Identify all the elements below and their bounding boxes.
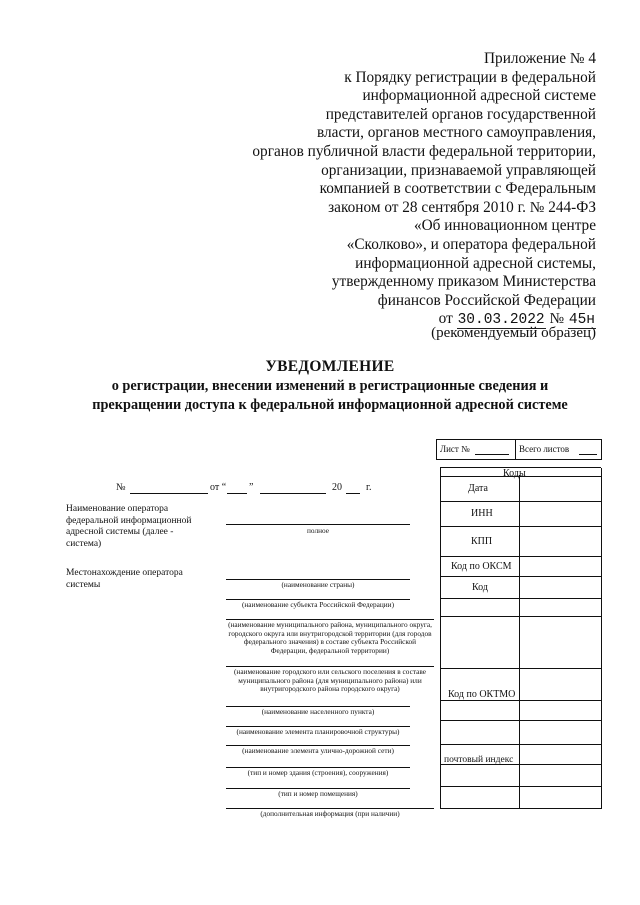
settlement-caption: (наименование городского или сельского поселения в составе муниципального района (для муниципального района) или внутригородского района городского округа): [233, 667, 427, 694]
notice-number-sign: №: [116, 482, 126, 493]
operator-location-label: Местонахождение оператора системы: [66, 568, 183, 590]
date-quote-close: ”: [249, 482, 254, 493]
code-row-oktmo: Код по ОКТМО: [448, 689, 516, 700]
code-row-postal-index: почтовый индекс: [444, 755, 514, 765]
date-day-field[interactable]: [227, 493, 247, 494]
locality-caption: (наименование населенного пункта): [261, 707, 375, 716]
appendix-line: информационной адресной системе: [362, 87, 596, 105]
code-row-kpp: КПП: [471, 536, 493, 547]
planning-structure-caption: (наименование элемента планировочной структуры): [236, 727, 400, 736]
document-subtitle-line: прекращении доступа к федеральной информационной адресной системе: [92, 396, 568, 413]
subject-caption: (наименование субъекта Российской Федерации): [241, 600, 395, 609]
document-subtitle-line: о регистрации, внесении изменений в регистрационные сведения и: [111, 378, 549, 394]
full-name-caption: полное: [307, 526, 329, 535]
recommended-sample-note: (рекомендуемый образец): [431, 325, 596, 341]
appendix-line: к Порядку регистрации в федеральной: [344, 68, 596, 86]
operator-name-label: Наименование оператора федеральной информационной адресной системы (далее - система): [66, 504, 192, 549]
appendix-line: финансов Российской Федерации: [377, 291, 596, 309]
country-caption: (наименование страны): [281, 580, 355, 589]
number-prefix: №: [549, 310, 565, 328]
date-century: 20: [332, 482, 342, 493]
appendix-line: информационной адресной системы,: [355, 254, 596, 272]
appendix-line: «Об инновационном центре: [413, 217, 596, 235]
appendix-line: представителей органов государственной: [325, 105, 596, 123]
code-row-oksm: Код по ОКСМ: [451, 561, 512, 572]
date-from-label: от “: [210, 482, 227, 493]
order-date-stamp: 30.03.2022: [457, 312, 545, 329]
appendix-header: [236, 50, 596, 330]
additional-info-caption: (дополнительная информация (при наличии): [260, 809, 400, 818]
street-caption: (наименование элемента улично-дорожной сети): [242, 746, 394, 755]
appendix-line: организации, признаваемой управляющей: [321, 161, 596, 179]
date-year-field[interactable]: [346, 493, 360, 494]
appendix-line: Приложение № 4: [484, 50, 596, 67]
appendix-line: власти, органов местного самоуправления,: [317, 124, 596, 142]
building-caption: (тип и номер здания (строения), сооружения): [247, 768, 389, 777]
appendix-line: компанией в соответствии с Федеральным: [319, 180, 596, 198]
codes-header: Коды: [503, 468, 526, 479]
appendix-line: «Сколково», и оператора федеральной: [346, 235, 596, 253]
appendix-line: утвержденному приказом Министерства: [331, 273, 596, 291]
operator-full-name-field[interactable]: [226, 524, 410, 525]
code-row-code: Код: [472, 582, 488, 593]
appendix-line: законом от 28 сентября 2010 г. № 244-ФЗ: [328, 198, 596, 216]
notice-number-field[interactable]: [130, 493, 208, 494]
appendix-line: органов публичной власти федеральной территории,: [252, 142, 596, 160]
notice-number-date-line: [110, 480, 390, 496]
code-row-inn: ИНН: [471, 508, 493, 519]
document-title: УВЕДОМЛЕНИЕ: [265, 358, 395, 375]
code-row-date: Дата: [468, 483, 488, 494]
municipal-district-caption: (наименование муниципального района, муниципального округа, городского округа или внутригородской территории (для городов федерального значения) в составе субъекта Российской Федерации, федеральной территории): [228, 620, 432, 656]
date-prefix: от: [438, 310, 453, 328]
room-caption: (тип и номер помещения): [278, 789, 358, 798]
sheet-number-label: Лист №: [440, 444, 470, 454]
year-suffix: г.: [366, 482, 372, 493]
title-block: [60, 357, 600, 414]
codes-table: [440, 468, 602, 809]
date-month-field[interactable]: [260, 493, 326, 494]
sheet-counter-box: [436, 439, 602, 460]
sheet-total-label: Всего листов: [519, 444, 570, 454]
order-number-stamp: 45н: [568, 312, 595, 329]
